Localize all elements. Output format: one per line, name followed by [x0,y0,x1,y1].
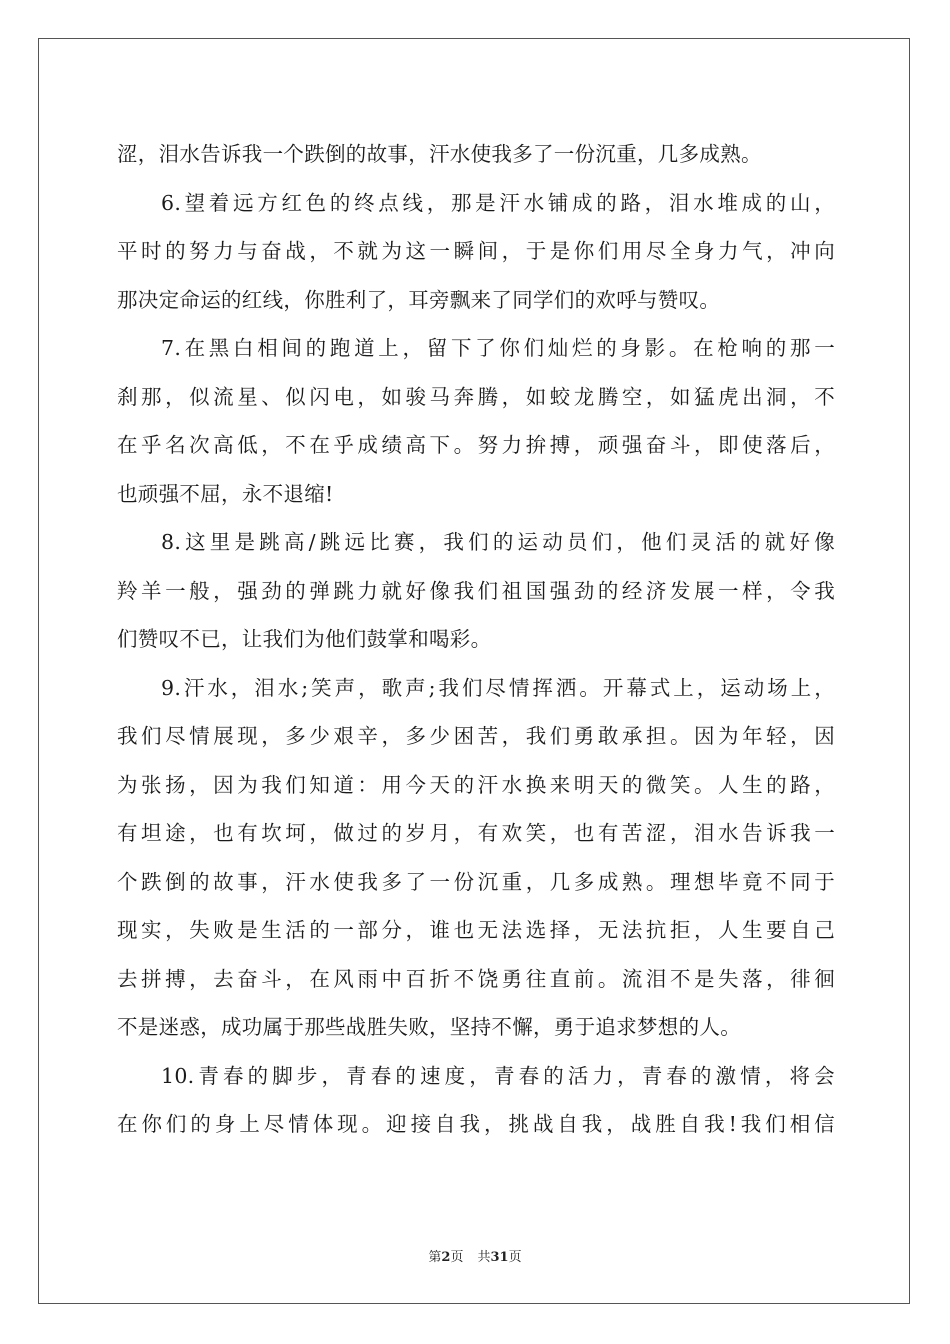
page-footer [0,1246,950,1265]
text-line: 现实，失败是生活的一部分，谁也无法选择，无法抗拒，人生要自己 [117,918,835,942]
total-pages: 31 [490,1250,509,1265]
page-prefix: 第 [428,1250,442,1265]
text-line: 们赞叹不已，让我们为他们鼓掌和喝彩。 [117,627,492,651]
text-line: 在你们的身上尽情体现。迎接自我，挑战自我，战胜自我!我们相信 [117,1112,835,1136]
text-line: 我们尽情展现，多少艰辛，多少困苦，我们勇敢承担。因为年轻，因 [117,724,835,748]
text-line: 刹那，似流星、似闪电，如骏马奔腾，如蛟龙腾空，如猛虎出洞，不 [117,384,835,409]
paragraph-7-start: 7.在黑白相间的跑道上，留下了你们灿烂的身影。在枪响的那一 [161,336,835,360]
page-number: 2 [441,1250,451,1265]
paragraph-10-start: 10.青春的脚步，青春的速度，青春的活力，青春的激情，将会 [161,1063,835,1088]
text-line: 去拼搏，去奋斗，在风雨中百折不饶勇往直前。流泪不是失落，徘徊 [117,966,835,991]
total-prefix: 共 [477,1250,491,1265]
document-body [117,130,835,1149]
text-line: 那决定命运的红线，你胜利了，耳旁飘来了同学们的欢呼与赞叹。 [117,287,721,312]
paragraph-8-start: 8.这里是跳高/跳远比赛，我们的运动员们，他们灵活的就好像 [161,530,835,554]
total-suffix: 页 [508,1250,522,1265]
text-line: 为张扬，因为我们知道：用今天的汗水换来明天的微笑。人生的路， [117,772,835,797]
text-line: 个跌倒的故事，汗水使我多了一份沉重，几多成熟。理想毕竟不同于 [117,869,835,894]
text-line: 羚羊一般，强劲的弹跳力就好像我们祖国强劲的经济发展一样，令我 [117,578,835,603]
text-line: 平时的努力与奋战，不就为这一瞬间，于是你们用尽全身力气，冲向 [117,239,835,263]
paragraph-6-start: 6.望着远方红色的终点线，那是汗水铺成的路，泪水堆成的山， [161,190,835,215]
text-line: 涩，泪水告诉我一个跌倒的故事，汗水使我多了一份沉重，几多成熟。 [117,142,762,166]
text-line: 有坦途，也有坎坷，做过的岁月，有欢笑，也有苦涩，泪水告诉我一 [117,821,835,845]
text-line: 不是迷惑，成功属于那些战胜失败，坚持不懈，勇于追求梦想的人。 [117,1015,741,1039]
paragraph-9-start: 9.汗水，泪水;笑声，歌声;我们尽情挥洒。开幕式上，运动场上， [161,675,835,700]
page-suffix: 页 [450,1250,464,1265]
text-line: 在乎名次高低，不在乎成绩高下。努力拚搏，顽强奋斗，即使落后， [117,433,835,457]
text-line: 也顽强不屈，永不退缩! [117,481,334,506]
